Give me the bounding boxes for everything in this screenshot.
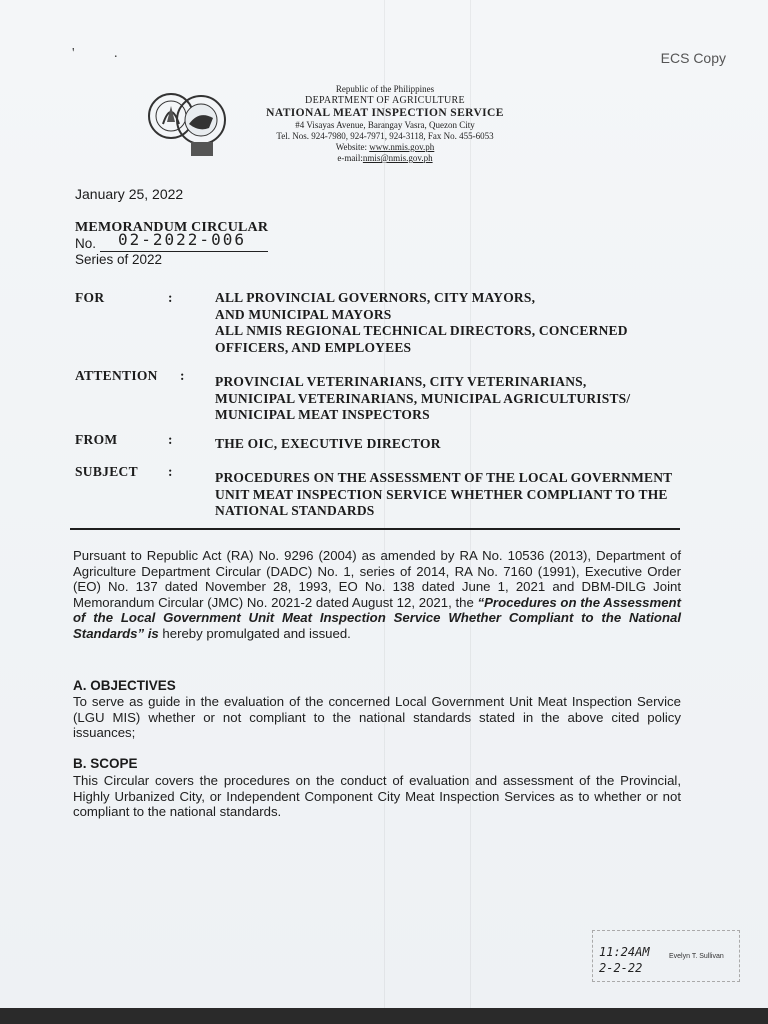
intro-closing: hereby promulgated and issued. — [158, 625, 351, 641]
letterhead-republic: Republic of the Philippines — [335, 84, 435, 94]
letterhead-email — [230, 153, 540, 164]
letterhead-agency: NATIONAL MEAT INSPECTION SERVICE — [266, 107, 504, 119]
attention-line: MUNICIPAL MEAT INSPECTORS — [215, 407, 430, 422]
stamp-time: 11:24AM — [599, 945, 650, 959]
attention-label: ATTENTION — [75, 368, 158, 383]
from-value — [215, 436, 695, 453]
attention-line: MUNICIPAL VETERINARIANS, MUNICIPAL AGRICULTURISTS/ — [215, 390, 631, 406]
for-recipients — [215, 290, 695, 356]
scan-bottom-edge — [0, 1008, 768, 1024]
recipient-line: ALL NMIS REGIONAL TECHNICAL DIRECTORS, CONCERNED — [215, 323, 628, 338]
subject-label: SUBJECT — [75, 464, 138, 479]
memo-number-value: 02-2022-006 — [118, 230, 246, 249]
email-link[interactable]: nmis@nmis.gov.ph — [362, 153, 433, 163]
stamp-receiver: Evelyn T. Sullivan — [669, 953, 724, 960]
memo-title: MEMORANDUM CIRCULAR — [75, 220, 269, 235]
scan-marks: ' . — [72, 46, 136, 61]
memo-number-label: No. — [75, 236, 97, 251]
nmis-seal-icon — [143, 80, 233, 160]
recipient-line: OFFICERS, AND EMPLOYEES — [215, 339, 412, 355]
letterhead-website — [230, 142, 540, 153]
letterhead-department: DEPARTMENT OF AGRICULTURE — [305, 95, 465, 106]
memo-date: January 25, 2022 — [75, 186, 184, 202]
ecs-copy-note: ECS Copy — [660, 50, 726, 66]
intro-paragraph — [73, 548, 681, 641]
website-label: Website: — [335, 142, 367, 152]
attention-line: PROVINCIAL VETERINARIANS, CITY VETERINARIANS, — [215, 374, 587, 389]
subject-line: PROCEDURES ON THE ASSESSMENT OF THE LOCAL GOVERNMENT — [215, 470, 673, 485]
for-label: FOR — [75, 290, 105, 305]
subject-line: UNIT MEAT INSPECTION SERVICE WHETHER COMPLIANT TO THE — [215, 486, 668, 502]
recipient-line: ALL PROVINCIAL GOVERNORS, CITY MAYORS, — [215, 290, 536, 305]
from-colon: : — [168, 432, 173, 447]
attention-recipients — [215, 374, 695, 424]
letterhead-phones: Tel. Nos. 924-7980, 924-7971, 924-3118, Fax No. 455-6053 — [276, 131, 494, 141]
letterhead — [230, 84, 540, 164]
scope-heading: B. SCOPE — [73, 756, 138, 771]
from-label: FROM — [75, 432, 118, 447]
email-label: e-mail: — [337, 153, 363, 163]
intro-emphasis: “Procedures on the Assessment of the Local Government Unit Meat Inspection Service Whether Compliant to the National Standards” is — [73, 594, 681, 641]
memo-series: Series of 2022 — [75, 252, 163, 267]
subject-line: NATIONAL STANDARDS — [215, 503, 375, 518]
header-divider — [70, 528, 680, 530]
scope-paragraph: This Circular covers the procedures on the conduct of evaluation and assessment of the Provincial, Highly Urbanized City, or Independent Component City Meat Inspection Services as to whether or not compliant to the national standards. — [73, 773, 681, 819]
letterhead-address: #4 Visayas Avenue, Barangay Vasra, Quezon City — [295, 120, 475, 130]
for-colon: : — [168, 290, 173, 305]
from-line: THE OIC, EXECUTIVE DIRECTOR — [215, 436, 441, 451]
subject-colon: : — [168, 464, 173, 479]
recipient-line: AND MUNICIPAL MAYORS — [215, 306, 392, 322]
receipt-stamp — [592, 930, 740, 982]
intro-text: Pursuant to Republic Act (RA) No. 9296 (2004) as amended by RA No. 10536 (2013), Department of Agriculture Department Circular (DADC) No. 1, series of 2014, RA No. 7160 (1991), Executive Order (EO) No. 137 dated November 28, 1993, EO No. 138 dated June 1, 2021 and DBM-DILG Joint Memorandum Circular (JMC) No. 2021-2 dated August 12, 2021, the — [73, 548, 681, 610]
attention-colon: : — [180, 368, 185, 383]
stamp-date: 2-2-22 — [599, 961, 643, 975]
objectives-heading: A. OBJECTIVES — [73, 678, 176, 693]
subject-value — [215, 470, 695, 520]
objectives-paragraph: To serve as guide in the evaluation of the concerned Local Government Unit Meat Inspection Service (LGU MIS) whether or not compliant to the national standards stated in the above cited policy issuances; — [73, 694, 681, 740]
website-link[interactable]: www.nmis.gov.ph — [369, 142, 435, 152]
